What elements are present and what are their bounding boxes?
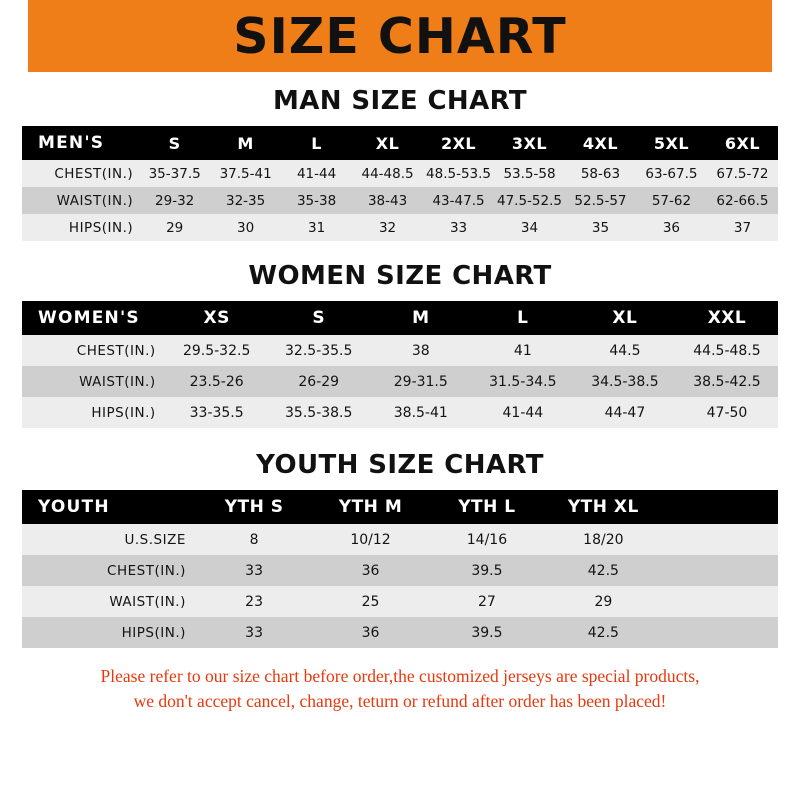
- table-row: [22, 586, 778, 617]
- youth-size-col-1: YTH M: [338, 497, 403, 517]
- women-table-header: [22, 301, 778, 335]
- men-row-2-cell-5: 34: [520, 219, 539, 236]
- youth-row-2-cell-1: 25: [361, 593, 380, 610]
- youth-size-col-blank: [662, 490, 778, 524]
- women-row-2-cell-4: 44-47: [604, 404, 646, 421]
- women-row-0-cell-3: 41: [513, 342, 532, 359]
- men-row-1-cell-0: 29-32: [155, 192, 195, 209]
- men-row-2-cell-0: 29: [166, 219, 184, 236]
- youth-header-label: YOUTH: [38, 497, 110, 517]
- men-row-1-cell-8: 62-66.5: [716, 192, 769, 209]
- table-row: [22, 187, 778, 214]
- women-row-2-cell-3: 41-44: [502, 404, 544, 421]
- youth-table-header: [22, 490, 778, 524]
- women-row-1-cell-1: 26-29: [298, 373, 340, 390]
- youth-row-0-cell-0: 8: [249, 531, 259, 548]
- men-row-1-cell-4: 43-47.5: [432, 192, 485, 209]
- youth-row-3-cell-3: 42.5: [587, 624, 619, 641]
- header-left-spacer: [0, 0, 28, 72]
- women-row-1-cell-5: 38.5-42.5: [693, 373, 761, 390]
- footer-note: [22, 664, 778, 715]
- women-section-title: WOMEN SIZE CHART: [248, 261, 552, 291]
- men-size-col-7: 5XL: [653, 133, 690, 153]
- youth-row-1-cell-blank: [662, 555, 778, 586]
- youth-row-0-cell-3: 18/20: [583, 531, 624, 548]
- women-size-table: [22, 301, 778, 428]
- men-row-2-cell-4: 33: [449, 219, 468, 236]
- page-title: SIZE CHART: [233, 7, 567, 65]
- women-row-0-cell-1: 32.5-35.5: [285, 342, 353, 359]
- women-row-1-cell-4: 34.5-38.5: [591, 373, 659, 390]
- men-row-0-cell-5: 53.5-58: [503, 165, 556, 182]
- men-row-0-cell-3: 44-48.5: [361, 165, 414, 182]
- table-row: [22, 335, 778, 366]
- content-area: [0, 86, 800, 715]
- youth-row-0-cell-blank: [662, 524, 778, 555]
- table-row: [22, 555, 778, 586]
- youth-section-title: YOUTH SIZE CHART: [256, 450, 544, 480]
- men-size-col-4: 2XL: [440, 133, 477, 153]
- table-row: [22, 397, 778, 428]
- youth-row-1-cell-3: 42.5: [587, 562, 619, 579]
- women-row-0-label: CHEST(IN.): [76, 342, 156, 359]
- women-table-body: [22, 335, 778, 428]
- men-row-1-cell-1: 32-35: [226, 192, 266, 209]
- men-row-0-cell-6: 58-63: [580, 165, 621, 182]
- men-row-1-cell-3: 38-43: [367, 192, 408, 209]
- table-row: [22, 617, 778, 648]
- men-row-0-cell-2: 41-44: [296, 165, 337, 182]
- women-header-label: WOMEN'S: [38, 308, 140, 328]
- men-size-col-0: S: [168, 133, 181, 153]
- men-row-1-cell-5: 47.5-52.5: [497, 192, 562, 209]
- men-row-0-cell-7: 63-67.5: [645, 165, 698, 182]
- women-row-1-label: WAIST(IN.): [79, 373, 156, 390]
- men-size-col-3: XL: [375, 133, 400, 153]
- youth-row-3-label: HIPS(IN.): [121, 624, 186, 641]
- youth-row-1-cell-0: 33: [245, 562, 263, 579]
- table-header-row: [22, 126, 778, 160]
- youth-row-1-cell-1: 36: [361, 562, 380, 579]
- table-header-row: [22, 490, 778, 524]
- women-size-col-5: XXL: [707, 308, 747, 328]
- youth-row-0-label: U.S.SIZE: [124, 531, 186, 548]
- men-row-0-label: CHEST(IN.): [54, 165, 134, 182]
- men-table-body: [22, 160, 778, 241]
- youth-row-3-cell-0: 33: [245, 624, 263, 641]
- women-row-1-cell-3: 31.5-34.5: [489, 373, 557, 390]
- women-size-col-4: XL: [612, 308, 638, 328]
- youth-row-2-cell-3: 29: [594, 593, 613, 610]
- women-row-0-cell-4: 44.5: [609, 342, 641, 359]
- men-row-2-cell-8: 37: [733, 219, 752, 236]
- women-row-0-cell-0: 29.5-32.5: [182, 342, 251, 359]
- women-row-2-cell-0: 33-35.5: [189, 404, 244, 421]
- women-row-1-cell-0: 23.5-26: [189, 373, 244, 390]
- youth-row-2-label: WAIST(IN.): [109, 593, 186, 610]
- youth-table-body: [22, 524, 778, 648]
- men-row-0-cell-8: 67.5-72: [716, 165, 769, 182]
- men-row-1-cell-2: 35-38: [296, 192, 337, 209]
- women-size-col-3: L: [517, 308, 529, 328]
- women-row-0-cell-5: 44.5-48.5: [693, 342, 761, 359]
- table-row: [22, 366, 778, 397]
- women-row-2-cell-5: 47-50: [706, 404, 748, 421]
- footer-note-line2: we don't accept cancel, change, teturn or refund after order has been placed!: [133, 691, 667, 712]
- men-row-1-label: WAIST(IN.): [56, 192, 134, 209]
- women-row-0-cell-2: 38: [411, 342, 430, 359]
- header-band: [0, 0, 800, 72]
- youth-row-3-cell-1: 36: [361, 624, 380, 641]
- youth-row-2-cell-2: 27: [478, 593, 496, 610]
- youth-size-table: [22, 490, 778, 648]
- youth-row-3-cell-2: 39.5: [471, 624, 503, 641]
- women-size-col-0: XS: [203, 308, 230, 328]
- men-size-col-1: M: [237, 133, 254, 153]
- men-row-2-cell-7: 36: [662, 219, 681, 236]
- men-row-2-cell-6: 35: [591, 219, 610, 236]
- men-row-2-cell-3: 32: [378, 219, 397, 236]
- table-header-row: [22, 301, 778, 335]
- youth-row-0-cell-1: 10/12: [350, 531, 391, 548]
- men-header-label: MEN'S: [38, 133, 105, 153]
- youth-row-1-label: CHEST(IN.): [107, 562, 186, 579]
- women-row-1-cell-2: 29-31.5: [393, 373, 448, 390]
- youth-row-3-cell-blank: [662, 617, 778, 648]
- youth-size-col-0: YTH S: [224, 497, 284, 517]
- men-row-0-cell-4: 48.5-53.5: [426, 165, 492, 182]
- men-row-0-cell-0: 35-37.5: [148, 165, 201, 182]
- youth-row-0-cell-2: 14/16: [466, 531, 508, 548]
- women-size-col-1: S: [312, 308, 326, 328]
- header-right-spacer: [772, 0, 800, 72]
- women-row-2-cell-2: 38.5-41: [393, 404, 448, 421]
- men-row-2-cell-1: 30: [237, 219, 255, 236]
- men-section-title: MAN SIZE CHART: [272, 86, 528, 116]
- men-table-header: [22, 126, 778, 160]
- youth-size-col-2: YTH L: [458, 497, 516, 517]
- men-row-2-label: HIPS(IN.): [68, 219, 134, 236]
- youth-row-2-cell-blank: [662, 586, 778, 617]
- men-row-1-cell-6: 52.5-57: [574, 192, 627, 209]
- women-row-2-cell-1: 35.5-38.5: [285, 404, 353, 421]
- youth-size-col-3: YTH XL: [567, 497, 639, 517]
- youth-row-2-cell-0: 23: [245, 593, 263, 610]
- table-row: [22, 214, 778, 241]
- men-size-col-5: 3XL: [511, 133, 548, 153]
- men-size-col-8: 6XL: [724, 133, 761, 153]
- men-row-1-cell-7: 57-62: [651, 192, 692, 209]
- men-size-col-2: L: [311, 133, 322, 153]
- youth-row-1-cell-2: 39.5: [471, 562, 503, 579]
- men-row-2-cell-2: 31: [308, 219, 326, 236]
- women-row-2-label: HIPS(IN.): [91, 404, 156, 421]
- men-size-col-6: 4XL: [582, 133, 619, 153]
- women-size-col-2: M: [412, 308, 430, 328]
- footer-note-line1: Please refer to our size chart before order,the customized jerseys are special products,: [100, 666, 700, 686]
- table-row: [22, 524, 778, 555]
- table-row: [22, 160, 778, 187]
- men-row-0-cell-1: 37.5-41: [219, 165, 272, 182]
- men-size-table: [22, 126, 778, 241]
